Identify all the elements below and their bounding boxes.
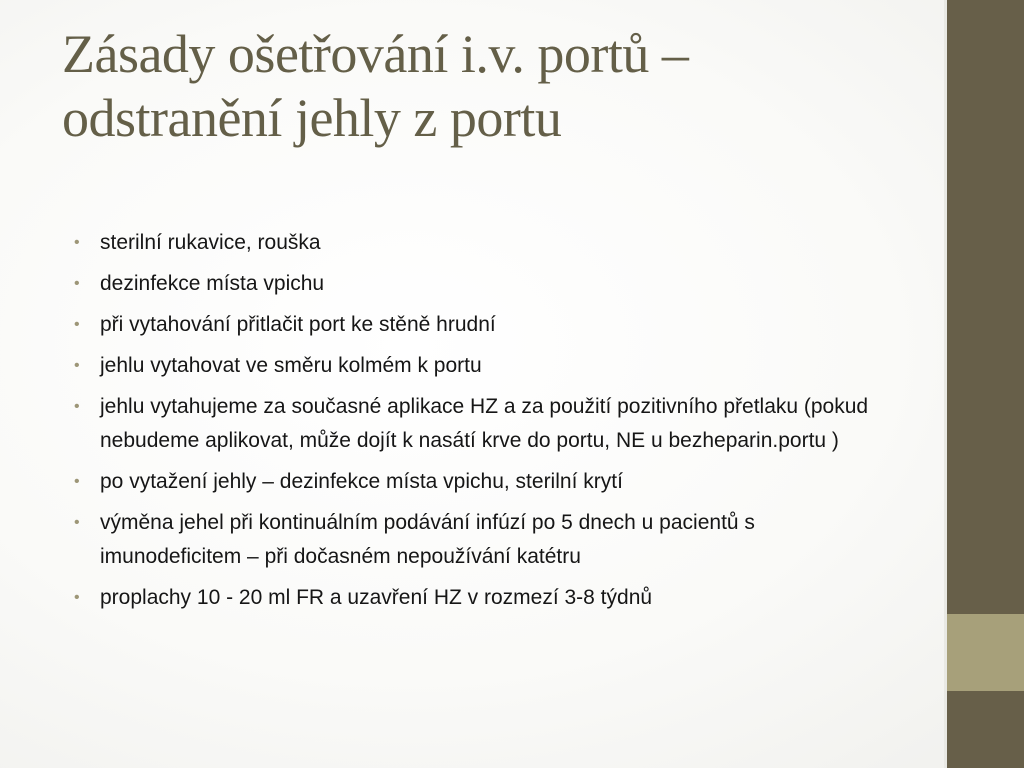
bullet-marker-icon: •	[74, 398, 80, 415]
bullet-item	[74, 267, 894, 301]
bullet-marker-icon: •	[74, 473, 80, 490]
bullet-marker-icon: •	[74, 316, 80, 333]
bullet-item	[74, 226, 894, 260]
bullet-marker-icon: •	[74, 589, 80, 606]
bullet-text: proplachy 10 - 20 ml FR a uzavření HZ v rozmezí 3-8 týdnů	[100, 586, 653, 609]
bullet-marker-icon: •	[74, 514, 80, 531]
bullet-marker-icon: •	[74, 357, 80, 374]
bullet-item	[74, 390, 894, 458]
slide-title	[62, 22, 922, 150]
bullet-item	[74, 506, 894, 574]
bullet-item	[74, 308, 894, 342]
bullet-item	[74, 465, 894, 499]
bullet-marker-icon: •	[74, 234, 80, 251]
bullet-item	[74, 581, 894, 615]
sidebar-accent-block	[947, 614, 1024, 691]
bullet-text: dezinfekce místa vpichu	[100, 272, 325, 295]
bullet-marker-icon: •	[74, 275, 80, 292]
bullet-text: výměna jehel při kontinuálním podávání infúzí po 5 dnech u pacientů s imunodeficitem – při dočasném nepoužívání katétru	[100, 511, 755, 568]
bullet-text: jehlu vytahovat ve směru kolmém k portu	[100, 354, 482, 377]
title-line-1: Zásady ošetřování i.v. portů –	[62, 24, 689, 84]
bullet-item	[74, 349, 894, 383]
bullet-text: sterilní rukavice, rouška	[100, 231, 321, 254]
bullet-text: při vytahování přitlačit port ke stěně hrudní	[100, 313, 496, 336]
bullet-text: po vytažení jehly – dezinfekce místa vpichu, sterilní krytí	[100, 470, 623, 493]
bullet-text: jehlu vytahujeme za současné aplikace HZ a za použití pozitivního přetlaku (pokud nebudeme aplikovat, může dojít k nasátí krve do portu, NE u bezheparin.portu )	[100, 395, 869, 452]
bullet-list	[74, 226, 894, 622]
title-line-2: odstranění jehly z portu	[62, 88, 562, 148]
